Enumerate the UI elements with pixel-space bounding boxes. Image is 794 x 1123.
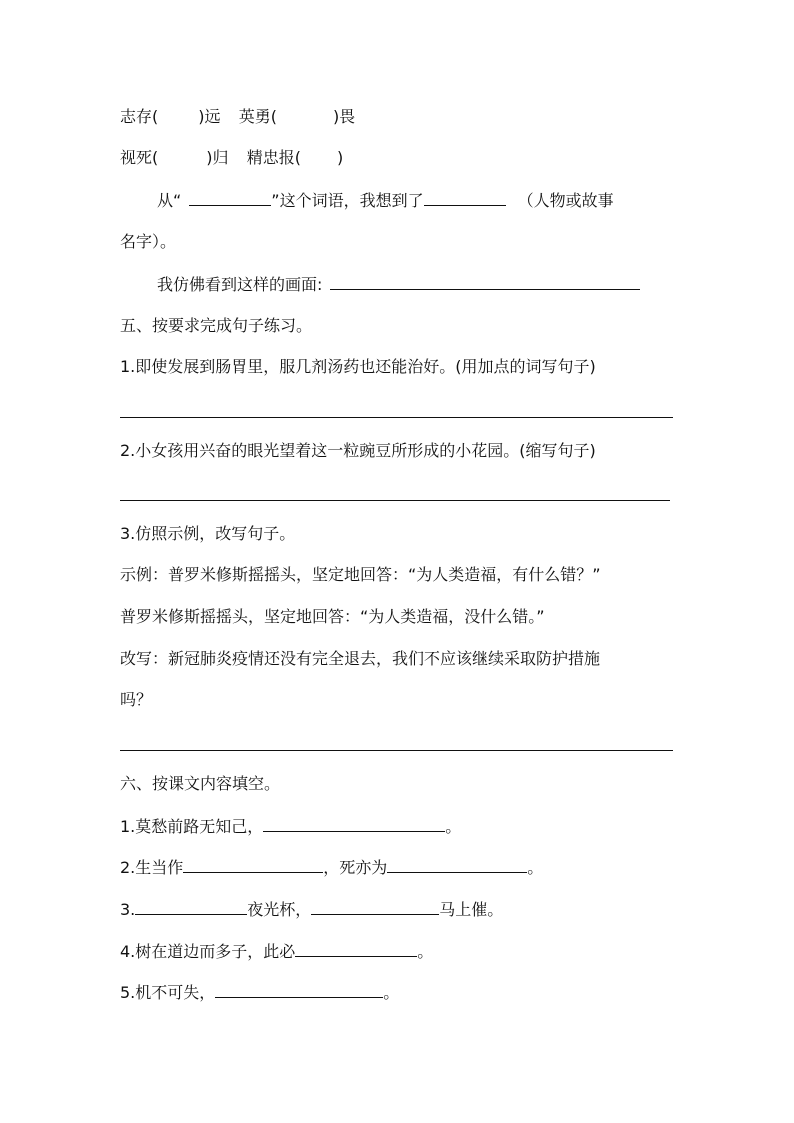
picture-blank[interactable] <box>330 273 640 290</box>
q1-text: 1.莫愁前路无知己， <box>120 817 264 836</box>
q5-text: 5.机不可失， <box>120 983 216 1002</box>
example-line-2: 普罗米修斯摇摇头，坚定地回答：“为人类造福，没什么错。” <box>120 607 545 626</box>
q5-blank[interactable] <box>215 981 383 998</box>
idiom-2-end: )畏 <box>332 107 356 126</box>
association-picture-line <box>157 273 640 296</box>
idiom-2-start: 英勇( <box>238 107 277 126</box>
q2-end: 。 <box>527 858 544 877</box>
section-5-title: 五、按要求完成句子练习。 <box>120 316 313 335</box>
q3-text-b: 夜光杯， <box>247 900 312 919</box>
association-text-c: （人物或故事 <box>517 191 614 210</box>
association-line-2: 名字）。 <box>120 232 177 251</box>
q2-blank-2[interactable] <box>387 856 527 873</box>
section-6-q5 <box>120 981 399 1004</box>
q5-end: 。 <box>383 983 400 1002</box>
section-6-q2 <box>120 856 543 879</box>
idiom-3-end: )归 <box>206 148 229 167</box>
story-name-blank[interactable] <box>424 189 506 206</box>
section-5-q2: 2.小女孩用兴奋的眼光望着这一粒豌豆所形成的小花园。(缩写句子) <box>120 441 596 460</box>
idiom-3-start: 视死( <box>120 148 159 167</box>
idiom-row-1 <box>120 106 355 128</box>
q2-text-a: 2.生当作 <box>120 858 184 877</box>
section-6-title: 六、按课文内容填空。 <box>120 774 281 793</box>
q3-text-c: 马上催。 <box>439 900 504 919</box>
q3-blank-1[interactable] <box>135 898 247 915</box>
q4-end: 。 <box>417 942 434 961</box>
q1-blank[interactable] <box>263 815 445 832</box>
rewrite-line-2: 吗？ <box>120 690 153 709</box>
association-text-a: 从“ <box>157 191 182 210</box>
idiom-1-end: )远 <box>198 107 221 126</box>
q4-blank[interactable] <box>295 940 417 957</box>
idiom-row-2 <box>120 147 343 169</box>
q1-end: 。 <box>445 817 462 836</box>
example-line-1: 示例：普罗米修斯摇摇头，坚定地回答：“为人类造福，有什么错？” <box>120 565 601 584</box>
section-6-q1 <box>120 815 461 838</box>
idiom-4-start: 精忠报( <box>246 148 301 167</box>
q3-num: 3. <box>120 900 136 919</box>
section-5-q3: 3.仿照示例，改写句子。 <box>120 524 296 543</box>
q4-text: 4.树在道边而多子，此必 <box>120 942 296 961</box>
q3-blank-2[interactable] <box>311 898 439 915</box>
association-line-1 <box>157 189 614 212</box>
q2-answer-line[interactable] <box>120 500 670 501</box>
q3-answer-line[interactable] <box>120 750 673 751</box>
rewrite-line-1: 改写：新冠肺炎疫情还没有完全退去，我们不应该继续采取防护措施 <box>120 649 601 668</box>
q2-blank-1[interactable] <box>183 856 323 873</box>
q2-text-b: ，死亦为 <box>323 858 388 877</box>
idiom-1-start: 志存( <box>120 107 159 126</box>
section-5-q1: 1.即使发展到肠胃里，服几剂汤药也还能治好。(用加点的词写句子) <box>120 357 596 376</box>
picture-prompt: 我仿佛看到这样的画面: <box>157 275 323 294</box>
idiom-answer-blank[interactable] <box>189 189 271 206</box>
section-6-q3 <box>120 898 503 921</box>
association-text-b: ”这个词语，我想到了 <box>271 191 424 210</box>
q1-answer-line[interactable] <box>120 417 673 418</box>
idiom-4-end: ) <box>336 148 344 167</box>
section-6-q4 <box>120 940 433 963</box>
